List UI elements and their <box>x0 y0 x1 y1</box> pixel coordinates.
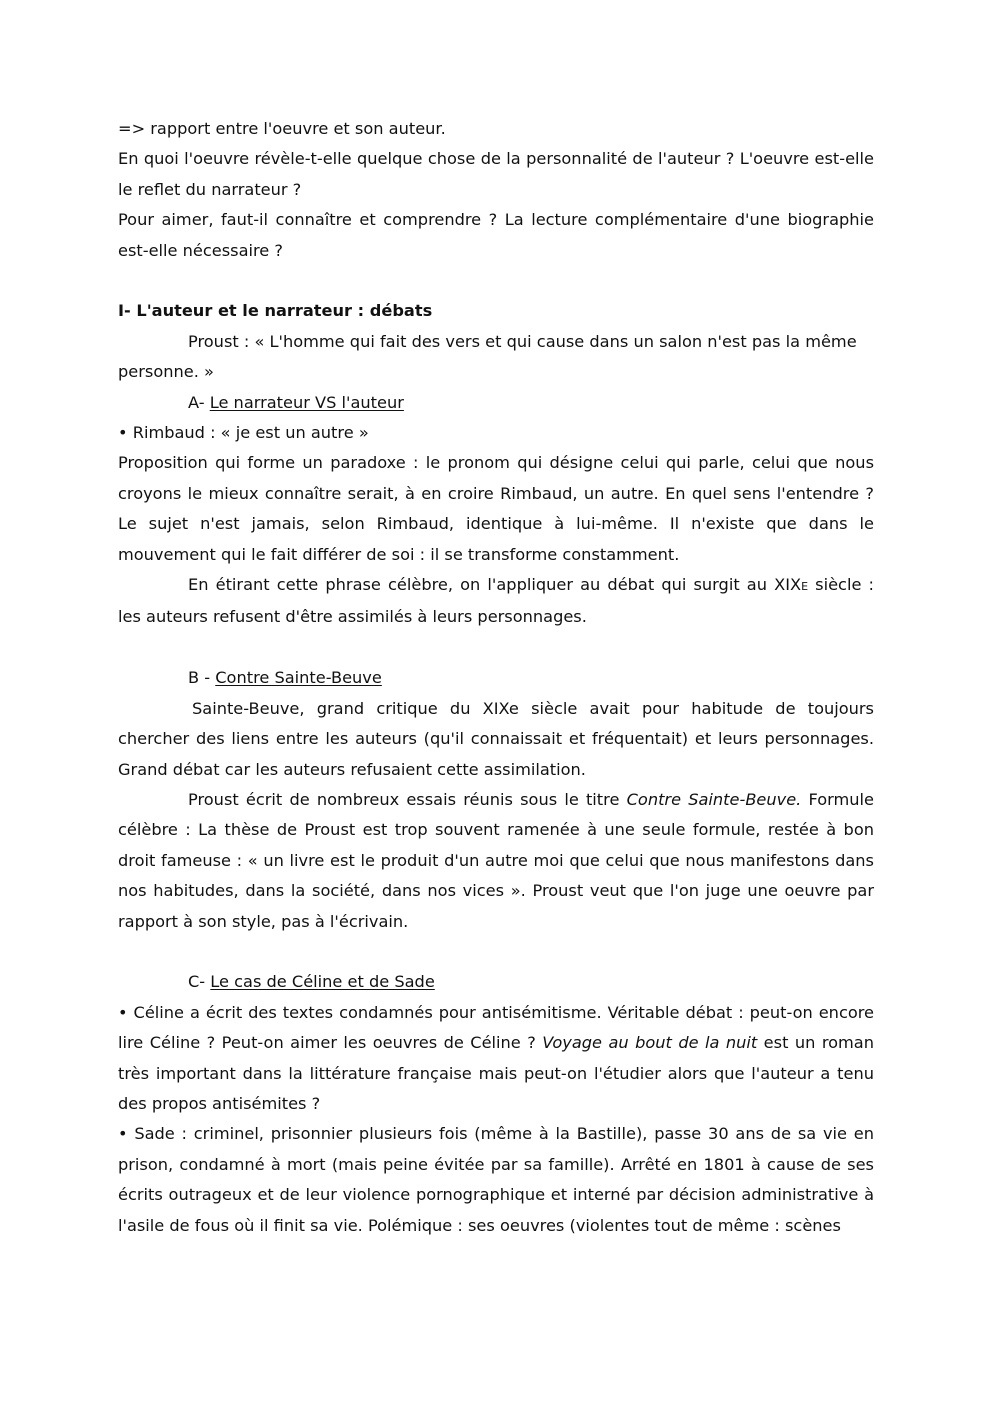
sade-bullet: • Sade : criminel, prisonnier plusieurs fois (même à la Bastille), passe 30 ans de sa vie en prison, condamné à mort (mais peine évitée par sa famille). Arrêté en 1801 à cause de ses écrits outrageux et de leur violence pornographique et interné par décision administrative à l'asile de fous où il finit sa vie. Polémique : ses oeuvres (violentes tout de même : scènes <box>118 1124 874 1235</box>
book-title-contre-sainte-beuve: Contre Sainte-Beuve. <box>626 789 802 809</box>
debate-text-start: En étirant cette phrase célèbre, on l'appliquer au débat qui surgit au XIX <box>188 575 802 595</box>
celine-text-end: est un roman très important dans la littérature française mais peut-on l'étudier alors que l'auteur a tenu des propos antisémites ? <box>118 1033 874 1113</box>
proust-essays-start: Proust écrit de nombreux essais réunis sous le titre <box>188 789 627 809</box>
century-suffix: E <box>801 580 809 594</box>
subsection-c-title: Le cas de Céline et de Sade <box>210 972 435 992</box>
debate-text-end: siècle : les auteurs refusent d'être assimilés à leurs personnages. <box>118 575 874 627</box>
subsection-b-prefix: B - <box>188 668 216 688</box>
rimbaud-bullet: • Rimbaud : « je est un autre » <box>118 423 369 443</box>
subsection-a-title: Le narrateur VS l'auteur <box>209 392 404 412</box>
intro-line-1: => rapport entre l'oeuvre et son auteur. <box>118 119 446 138</box>
celine-text-start: • Céline a écrit des textes condamnés pour antisémitisme. Véritable débat : peut-on encore lire Céline ? Peut-on aimer les oeuvres de Céline ? <box>118 1002 874 1053</box>
proust-quote: Proust : « L'homme qui fait des vers et qui cause dans un salon n'est pas la même personne. » <box>118 331 857 382</box>
document-page <box>118 114 874 1241</box>
subsection-b-heading <box>118 663 874 693</box>
book-title-voyage: Voyage au bout de la nuit <box>542 1033 758 1053</box>
subsection-a-heading <box>118 388 874 418</box>
section-heading: I- L'auteur et le narrateur : débats <box>118 301 433 321</box>
spacer <box>118 266 874 296</box>
subsection-c-heading <box>118 967 874 997</box>
proust-essays-paragraph <box>118 785 874 937</box>
subsection-a-prefix: A- <box>188 392 210 412</box>
spacer <box>118 633 874 663</box>
subsection-b-title: Contre Sainte-Beuve <box>215 668 382 688</box>
intro-line-2: En quoi l'oeuvre révèle-t-elle quelque chose de la personnalité de l'auteur ? L'oeuvre est-elle le reflet du narrateur ? <box>118 149 874 199</box>
proust-essays-end: Formule célèbre : La thèse de Proust est trop souvent ramenée à une seule formule, restée à bon droit fameuse : « un livre est le produit d'un autre moi que celui que nous manifestons dans nos habitudes, dans la société, dans nos vices ». Proust veut que l'on juge une oeuvre par rapport à son style, pas à l'écrivain. <box>118 789 875 931</box>
celine-bullet <box>118 998 874 1120</box>
sainte-beuve-paragraph: Sainte-Beuve, grand critique du XIXe siècle avait pour habitude de toujours chercher des liens entre les auteurs (qu'il connaissait et fréquentait) et leurs personnages. Grand débat car les auteurs refusaient cette assimilation. <box>118 698 874 779</box>
subsection-c-prefix: C- <box>188 972 211 992</box>
rimbaud-paragraph: Proposition qui forme un paradoxe : le pronom qui désigne celui qui parle, celui que nous croyons le mieux connaître serait, à en croire Rimbaud, un autre. En quel sens l'entendre ? Le sujet n'est jamais, selon Rimbaud, identique à lui-même. Il n'existe que dans le mouvement qui le fait différer de soi : il se transforme constamment. <box>118 453 874 564</box>
debate-paragraph <box>118 570 874 633</box>
spacer <box>118 937 874 967</box>
intro-line-3: Pour aimer, faut-il connaître et comprendre ? La lecture complémentaire d'une biographie est-elle nécessaire ? <box>118 210 874 260</box>
